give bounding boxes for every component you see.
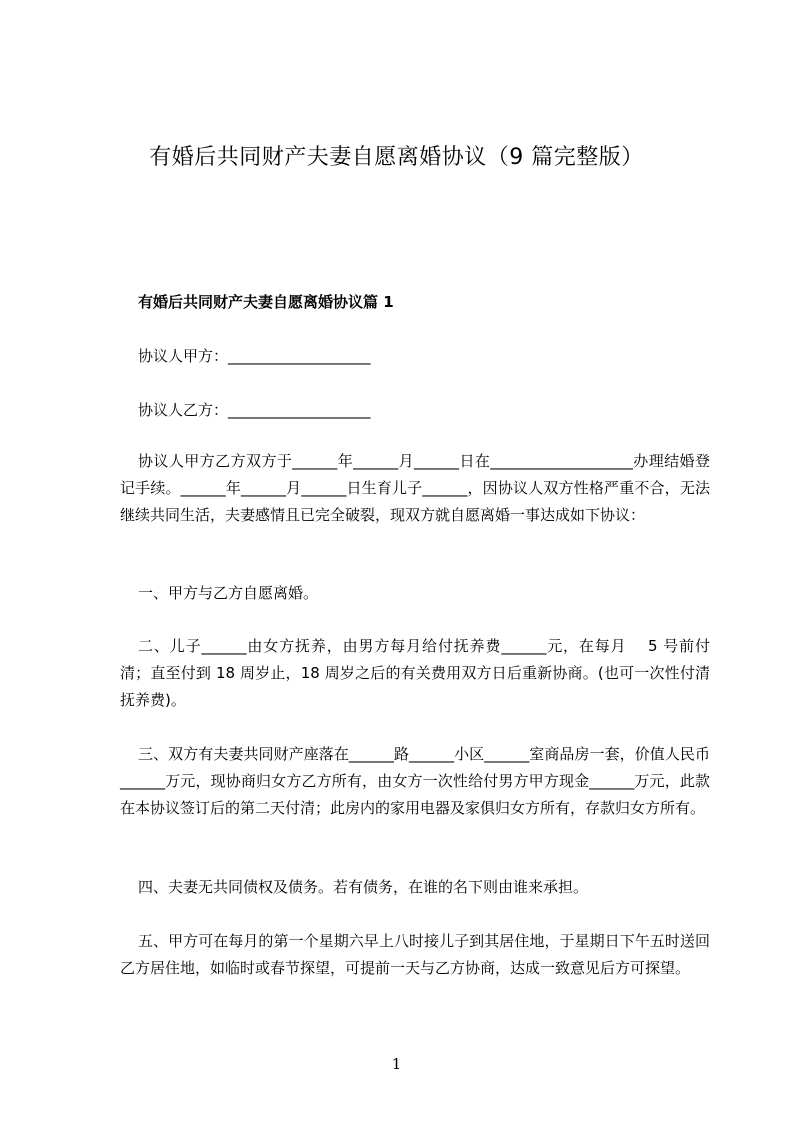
- paragraph-clause-4: 四、夫妻无共同债权及债务。若有债务，在谁的名下则由谁来承担。: [138, 878, 589, 896]
- paragraph-clause-5: 五、甲方可在每月的第一个星期六早上八时接儿子到其居住地，于星期日下午五时送回乙方居住地，如临时或春节探望，可提前一天与乙方协商，达成一致意见后方可探望。: [120, 932, 710, 977]
- paragraph-clause-3: 三、双方有夫妻共同财产座落在______路______小区______室商品房一套，价值人民币______万元，现协商归女方乙方所有，由女方一次性给付男方甲方现金______万元，此款在本协议签订后的第二天付清；此房内的家用电器及家俱归女方所有，存款归女方所有。: [120, 745, 710, 817]
- paragraph-clause-2: 二、儿子______由女方抚养，由男方每月给付抚养费______元，在每月 5 号前付清；直至付到 18 周岁止，18 周岁之后的有关费用双方日后重新协商。(也可一次性付清抚养费)。: [120, 637, 710, 709]
- section-heading: 有婚后共同财产夫妻自愿离婚协议篇 1: [138, 293, 394, 311]
- party-b-line: 协议人乙方：___________________: [138, 401, 371, 419]
- party-a-line: 协议人甲方：___________________: [138, 347, 371, 365]
- document-title: 有婚后共同财产夫妻自愿离婚协议（9 篇完整版）: [149, 145, 644, 170]
- paragraph-clause-1: 一、甲方与乙方自愿离婚。: [138, 584, 319, 602]
- page-number: 1: [391, 1055, 402, 1073]
- paragraph-intro: 协议人甲方乙方双方于______年______月______日在___________________办理结婚登记手续。______年______月______日生育儿子______，因协议人双方性格严重不合，无法继续共同生活，夫妻感情且已完全破裂，现双方就自愿离婚一事达成如下协议：: [120, 452, 710, 524]
